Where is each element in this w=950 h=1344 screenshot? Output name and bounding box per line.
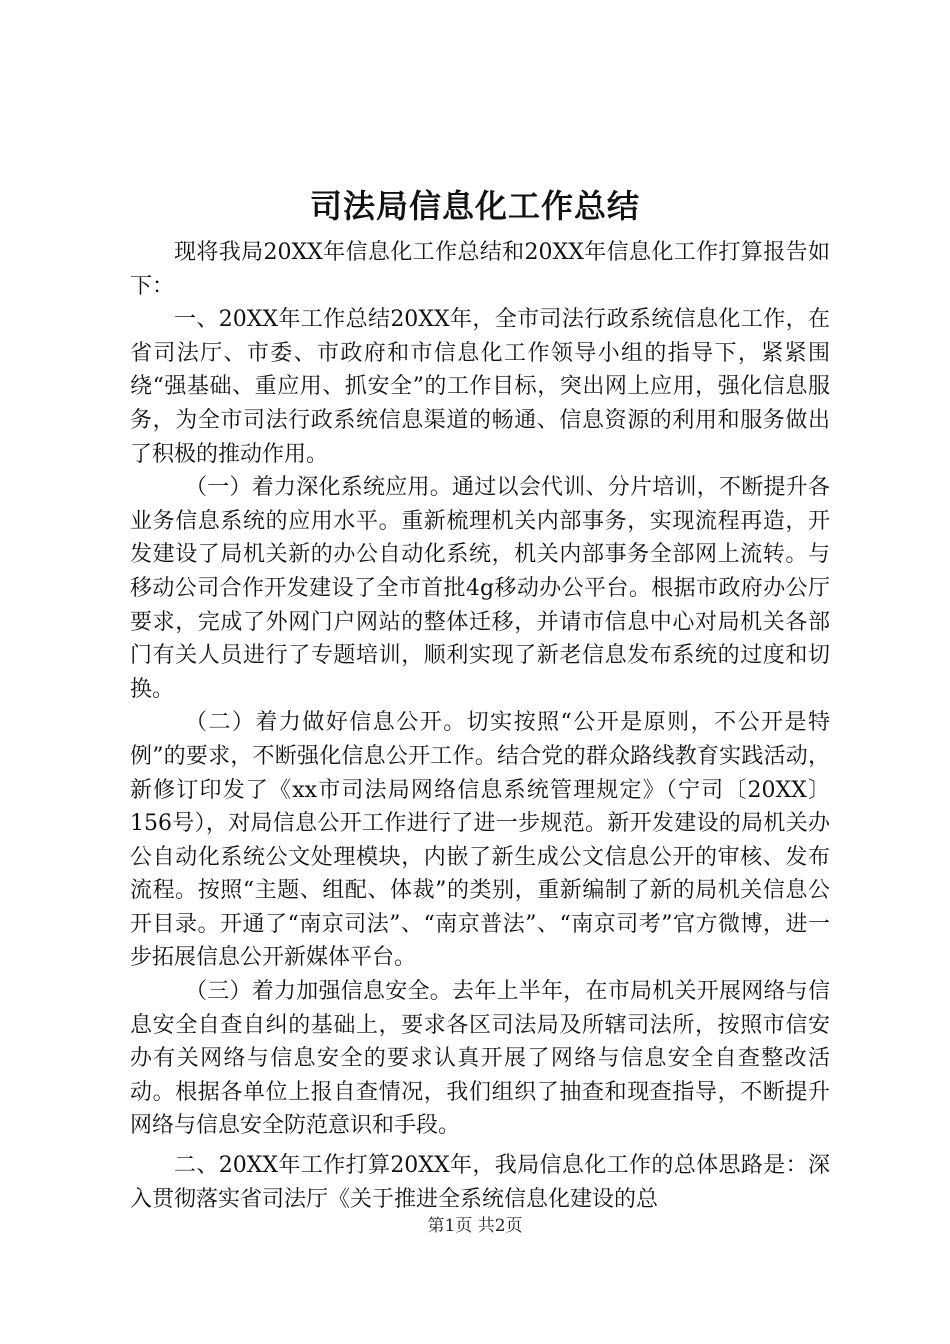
document-title: 司法局信息化工作总结 xyxy=(309,187,640,225)
paragraph-subsection-3: （三）着力加强信息安全。去年上半年，在市局机关开展网络与信息安全自查自纠的基础上，要求各区司法局及所辖司法所，按照市信安办有关网络与信息安全的要求认真开展了网络与信息安全自查整改活动。根据各单位上报自查情况，我们组织了抽查和现查指导，不断提升网络与信息安全防范意识和手段。 xyxy=(130,979,830,1139)
paragraph-intro: 现将我局20XX年信息化工作总结和20XX年信息化工作打算报告如下： xyxy=(130,240,830,299)
document-body xyxy=(130,236,830,1216)
paragraph-section-2: 二、20XX年工作打算20XX年，我局信息化工作的总体思路是：深入贯彻落实省司法厅《关于推进全系统信息化建设的总 xyxy=(130,1153,830,1212)
page-footer: 第1页 共2页 xyxy=(427,1216,523,1236)
paragraph-subsection-2: （二）着力做好信息公开。切实按照“公开是原则，不公开是特例”的要求，不断强化信息公开工作。结合党的群众路线教育实践活动，新修订印发了《xx市司法局网络信息系统管理规定》（宁司〔20XX〕156号），对局信息公开工作进行了进一步规范。新开发建设的局机关办公自动化系统公文处理模块，内嵌了新生成公文信息公开的审核、发布流程。按照“主题、组配、体裁”的类别，重新编制了新的局机关信息公开目录。开通了“南京司法”、“南京普法”、“南京司考”官方微博，进一步拓展信息公开新媒体平台。 xyxy=(130,710,830,971)
paragraph-section-1: 一、20XX年工作总结20XX年，全市司法行政系统信息化工作，在省司法厅、市委、市政府和市信息化工作领导小组的指导下，紧紧围绕“强基础、重应用、抓安全”的工作目标，突出网上应用，强化信息服务，为全市司法行政系统信息渠道的畅通、信息资源的利用和服务做出了积极的推动作用。 xyxy=(130,307,830,467)
paragraph-subsection-1: （一）着力深化系统应用。通过以会代训、分片培训，不断提升各业务信息系统的应用水平。重新梳理机关内部事务，实现流程再造，开发建设了局机关新的办公自动化系统，机关内部事务全部网上流转。与移动公司合作开发建设了全市首批4g移动办公平台。根据市政府办公厅要求，完成了外网门户网站的整体迁移，并请市信息中心对局机关各部门有关人员进行了专题培训，顺利实现了新老信息发布系统的过度和切换。 xyxy=(130,475,830,702)
